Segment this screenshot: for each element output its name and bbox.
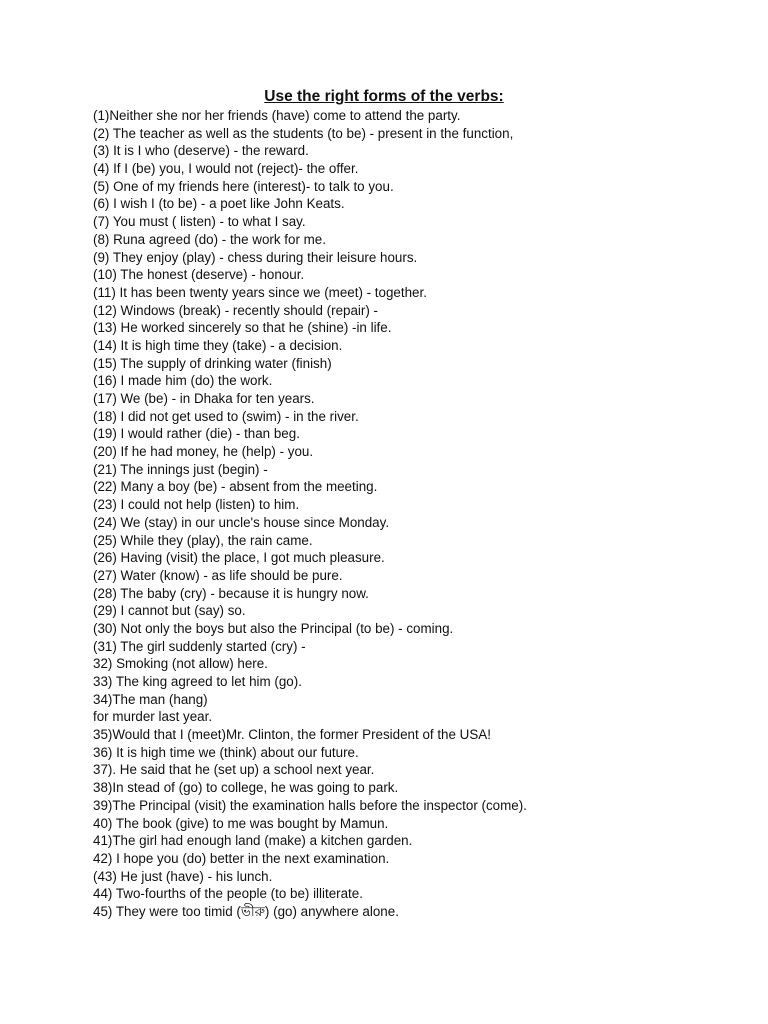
- exercise-line: (14) It is high time they (take) - a decision.: [93, 337, 343, 353]
- exercise-line: (2) The teacher as well as the students (to be) - present in the function,: [93, 125, 514, 141]
- exercise-line: (21) The innings just (begin) -: [93, 461, 268, 477]
- exercise-line: (5) One of my friends here (interest)- to talk to you.: [93, 178, 394, 194]
- exercise-line: (8) Runa agreed (do) - the work for me.: [93, 231, 326, 247]
- exercise-line: 41)The girl had enough land (make) a kitchen garden.: [93, 833, 413, 849]
- exercise-line: 40) The book (give) to me was bought by Mamun.: [93, 815, 389, 831]
- worksheet-title: Use the right forms of the verbs:: [264, 88, 504, 105]
- exercise-line: (13) He worked sincerely so that he (shine) -in life.: [93, 320, 392, 336]
- exercise-line: (16) I made him (do) the work.: [93, 373, 273, 389]
- exercise-line: (6) I wish I (to be) - a poet like John Keats.: [93, 196, 345, 212]
- exercise-line: 38)In stead of (go) to college, he was going to park.: [93, 780, 399, 796]
- exercise-line: (10) The honest (deserve) - honour.: [93, 267, 305, 283]
- exercise-line: 44) Two-fourths of the people (to be) illiterate.: [93, 886, 363, 902]
- exercise-line: (20) If he had money, he (help) - you.: [93, 444, 314, 460]
- exercise-line: (22) Many a boy (be) - absent from the meeting.: [93, 479, 378, 495]
- exercise-line: (30) Not only the boys but also the Principal (to be) - coming.: [93, 620, 454, 636]
- exercise-line: 32) Smoking (not allow) here.: [93, 656, 268, 672]
- exercise-line: (24) We (stay) in our uncle's house since Monday.: [93, 514, 390, 530]
- exercise-line: (9) They enjoy (play) - chess during their leisure hours.: [93, 249, 418, 265]
- exercise-list: [93, 107, 527, 921]
- exercise-line: (17) We (be) - in Dhaka for ten years.: [93, 391, 315, 406]
- exercise-line: (12) Windows (break) - recently should (repair) -: [93, 302, 379, 318]
- exercise-line: 34)The man (hang): [93, 691, 208, 707]
- exercise-line: 35)Would that I (meet)Mr. Clinton, the former President of the USA!: [93, 727, 491, 743]
- exercise-line: (7) You must ( listen) - to what I say.: [93, 214, 306, 230]
- exercise-line: 37). He said that he (set up) a school next year.: [93, 762, 375, 778]
- exercise-line: 33) The king agreed to let him (go).: [93, 674, 302, 689]
- exercise-line: (25) While they (play), the rain came.: [93, 532, 313, 548]
- exercise-line: (43) He just (have) - his lunch.: [93, 868, 273, 884]
- exercise-line: (29) I cannot but (say) so.: [93, 603, 246, 619]
- exercise-line: (15) The supply of drinking water (finish): [93, 355, 332, 371]
- exercise-line: (27) Water (know) - as life should be pure.: [93, 567, 343, 583]
- exercise-line: 45) They were too timid (ভীরু) (go) anywhere alone.: [93, 903, 399, 919]
- exercise-line: 36) It is high time we (think) about our future.: [93, 744, 359, 760]
- exercise-line: (31) The girl suddenly started (cry) -: [93, 638, 306, 654]
- exercise-line: 39)The Principal (visit) the examination halls before the inspector (come).: [93, 797, 527, 813]
- exercise-line: 42) I hope you (do) better in the next examination.: [93, 850, 390, 866]
- exercise-line: (1)Neither she nor her friends (have) come to attend the party.: [93, 108, 461, 123]
- exercise-line: (23) I could not help (listen) to him.: [93, 497, 300, 513]
- exercise-line: (28) The baby (cry) - because it is hungry now.: [93, 585, 369, 601]
- exercise-line: (19) I would rather (die) - than beg.: [93, 426, 300, 442]
- exercise-line: (3) It is I who (deserve) - the reward.: [93, 143, 309, 159]
- exercise-line: for murder last year.: [93, 709, 213, 725]
- exercise-line: (4) If I (be) you, I would not (reject)- the offer.: [93, 161, 359, 177]
- exercise-line: (11) It has been twenty years since we (meet) - together.: [93, 284, 427, 300]
- exercise-line: (18) I did not get used to (swim) - in the river.: [93, 408, 359, 424]
- exercise-line: (26) Having (visit) the place, I got much pleasure.: [93, 550, 385, 566]
